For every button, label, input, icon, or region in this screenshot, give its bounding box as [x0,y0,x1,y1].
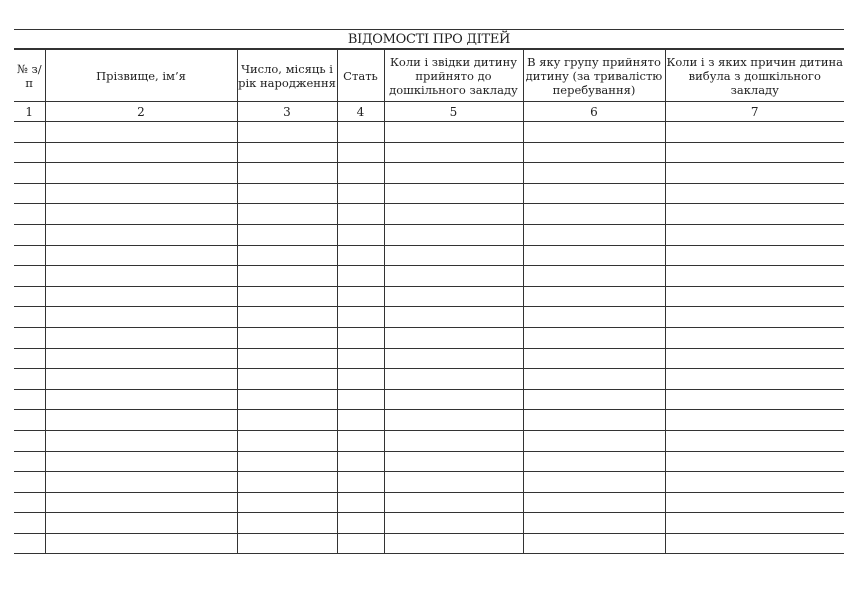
table-cell[interactable] [665,430,844,451]
table-cell[interactable] [384,533,523,554]
table-row [14,451,844,472]
table-row [14,224,844,245]
table-cell[interactable] [384,369,523,390]
table-cell[interactable] [337,307,384,328]
table-cell[interactable] [384,224,523,245]
table-cell[interactable] [665,348,844,369]
children-info-form [14,29,844,554]
table-row [14,533,844,554]
table-row [14,163,844,184]
table-cell[interactable] [14,327,45,348]
table-cell[interactable] [665,163,844,184]
table-cell[interactable] [523,513,665,534]
table-cell[interactable] [237,142,337,163]
header-birthdate: Число, місяць і рік народження [237,50,337,102]
column-number: 3 [237,102,337,122]
table-cell[interactable] [384,348,523,369]
table-cell[interactable] [523,369,665,390]
table-row [14,369,844,390]
table-row [14,245,844,266]
table-cell[interactable] [665,122,844,143]
children-table [14,49,844,554]
table-cell[interactable] [237,410,337,431]
table-cell[interactable] [337,245,384,266]
table-cell[interactable] [337,513,384,534]
table-cell[interactable] [665,513,844,534]
table-cell[interactable] [237,224,337,245]
table-cell[interactable] [237,163,337,184]
table-row [14,430,844,451]
table-cell[interactable] [14,224,45,245]
table-cell[interactable] [14,307,45,328]
table-cell[interactable] [384,327,523,348]
table-row [14,492,844,513]
table-cell[interactable] [665,451,844,472]
table-row [14,472,844,493]
table-cell[interactable] [523,245,665,266]
table-cell[interactable] [337,430,384,451]
table-cell[interactable] [665,266,844,287]
table-cell[interactable] [237,389,337,410]
table-cell[interactable] [337,389,384,410]
form-title: ВІДОМОСТІ ПРО ДІТЕЙ [14,29,844,49]
table-cell[interactable] [237,204,337,225]
table-cell[interactable] [337,266,384,287]
header-sex: Стать [337,50,384,102]
table-row [14,204,844,225]
table-cell[interactable] [665,183,844,204]
table-row [14,389,844,410]
header-group: В яку групу прийнято дитину (за тривалістю перебування) [523,50,665,102]
table-cell[interactable] [337,533,384,554]
table-cell[interactable] [384,122,523,143]
table-cell[interactable] [45,410,237,431]
column-number: 1 [14,102,45,122]
table-row [14,183,844,204]
table-cell[interactable] [665,142,844,163]
table-cell[interactable] [237,286,337,307]
table-cell[interactable] [14,142,45,163]
table-cell[interactable] [523,163,665,184]
table-cell[interactable] [14,472,45,493]
table-cell[interactable] [45,348,237,369]
table-cell[interactable] [14,430,45,451]
table-cell[interactable] [523,410,665,431]
table-cell[interactable] [237,492,337,513]
table-row [14,142,844,163]
table-row [14,307,844,328]
table-cell[interactable] [523,492,665,513]
table-cell[interactable] [523,204,665,225]
table-cell[interactable] [523,286,665,307]
table-cell[interactable] [237,472,337,493]
table-cell[interactable] [523,224,665,245]
table-cell[interactable] [45,163,237,184]
table-cell[interactable] [14,410,45,431]
table-cell[interactable] [237,533,337,554]
table-cell[interactable] [384,142,523,163]
table-cell[interactable] [45,183,237,204]
table-cell[interactable] [665,389,844,410]
table-cell[interactable] [665,307,844,328]
table-row [14,513,844,534]
table-cell[interactable] [45,142,237,163]
table-cell[interactable] [237,183,337,204]
table-cell[interactable] [523,472,665,493]
column-number: 7 [665,102,844,122]
table-cell[interactable] [14,245,45,266]
table-cell[interactable] [337,369,384,390]
table-cell[interactable] [665,369,844,390]
table-cell[interactable] [384,389,523,410]
table-cell[interactable] [665,224,844,245]
table-cell[interactable] [337,348,384,369]
table-cell[interactable] [665,472,844,493]
table-cell[interactable] [337,451,384,472]
table-cell[interactable] [337,327,384,348]
table-cell[interactable] [14,348,45,369]
table-cell[interactable] [237,369,337,390]
table-cell[interactable] [14,286,45,307]
table-cell[interactable] [523,389,665,410]
table-cell[interactable] [384,513,523,534]
table-cell[interactable] [237,307,337,328]
table-cell[interactable] [45,245,237,266]
header-admitted: Коли і звідки дитину прийнято до дошкільного закладу [384,50,523,102]
table-cell[interactable] [337,410,384,431]
table-cell[interactable] [14,389,45,410]
table-cell[interactable] [523,183,665,204]
table-cell[interactable] [384,266,523,287]
column-number: 4 [337,102,384,122]
table-cell[interactable] [523,122,665,143]
table-cell[interactable] [237,327,337,348]
table-cell[interactable] [45,122,237,143]
table-cell[interactable] [45,389,237,410]
table-cell[interactable] [14,533,45,554]
table-cell[interactable] [237,513,337,534]
table-cell[interactable] [45,513,237,534]
table-cell[interactable] [337,204,384,225]
table-cell[interactable] [384,430,523,451]
table-cell[interactable] [523,327,665,348]
header-left: Коли і з яких причин дитина вибула з дошкільного закладу [665,50,844,102]
table-cell[interactable] [384,307,523,328]
table-cell[interactable] [665,533,844,554]
table-cell[interactable] [665,492,844,513]
column-number: 2 [45,102,237,122]
table-cell[interactable] [523,430,665,451]
table-cell[interactable] [384,204,523,225]
table-cell[interactable] [14,369,45,390]
table-cell[interactable] [14,266,45,287]
table-cell[interactable] [14,183,45,204]
table-cell[interactable] [45,266,237,287]
table-cell[interactable] [337,286,384,307]
table-cell[interactable] [14,492,45,513]
table-cell[interactable] [237,245,337,266]
table-cell[interactable] [337,183,384,204]
table-cell[interactable] [237,266,337,287]
table-cell[interactable] [237,451,337,472]
table-cell[interactable] [665,245,844,266]
table-cell[interactable] [337,472,384,493]
table-row [14,410,844,431]
table-cell[interactable] [14,513,45,534]
table-cell[interactable] [45,492,237,513]
table-cell[interactable] [523,307,665,328]
table-cell[interactable] [237,122,337,143]
table-cell[interactable] [384,245,523,266]
table-cell[interactable] [384,472,523,493]
table-cell[interactable] [523,142,665,163]
table-cell[interactable] [337,163,384,184]
table-cell[interactable] [14,122,45,143]
table-cell[interactable] [14,204,45,225]
table-cell[interactable] [45,204,237,225]
table-cell[interactable] [45,327,237,348]
table-cell[interactable] [665,204,844,225]
table-cell[interactable] [45,307,237,328]
table-cell[interactable] [523,451,665,472]
table-cell[interactable] [45,451,237,472]
table-cell[interactable] [665,410,844,431]
table-cell[interactable] [45,430,237,451]
header-row [14,50,844,102]
table-cell[interactable] [45,224,237,245]
table-cell[interactable] [337,122,384,143]
table-row [14,266,844,287]
table-cell[interactable] [45,369,237,390]
table-row [14,348,844,369]
table-cell[interactable] [45,472,237,493]
table-cell[interactable] [337,492,384,513]
table-cell[interactable] [523,266,665,287]
table-cell[interactable] [337,142,384,163]
header-name: Прізвище, ім’я [45,50,237,102]
table-row [14,122,844,143]
table-cell[interactable] [14,451,45,472]
table-row [14,327,844,348]
table-cell[interactable] [237,348,337,369]
table-cell[interactable] [523,533,665,554]
table-cell[interactable] [384,183,523,204]
table-cell[interactable] [384,492,523,513]
table-cell[interactable] [45,286,237,307]
column-number-row [14,102,844,122]
table-cell[interactable] [384,410,523,431]
table-cell[interactable] [665,286,844,307]
column-number: 6 [523,102,665,122]
table-cell[interactable] [384,286,523,307]
table-cell[interactable] [384,163,523,184]
column-number: 5 [384,102,523,122]
table-row [14,286,844,307]
table-cell[interactable] [337,224,384,245]
table-cell[interactable] [45,533,237,554]
table-cell[interactable] [237,430,337,451]
table-cell[interactable] [384,451,523,472]
table-cell[interactable] [14,163,45,184]
header-number: № з/п [14,50,45,102]
table-cell[interactable] [665,327,844,348]
table-cell[interactable] [523,348,665,369]
